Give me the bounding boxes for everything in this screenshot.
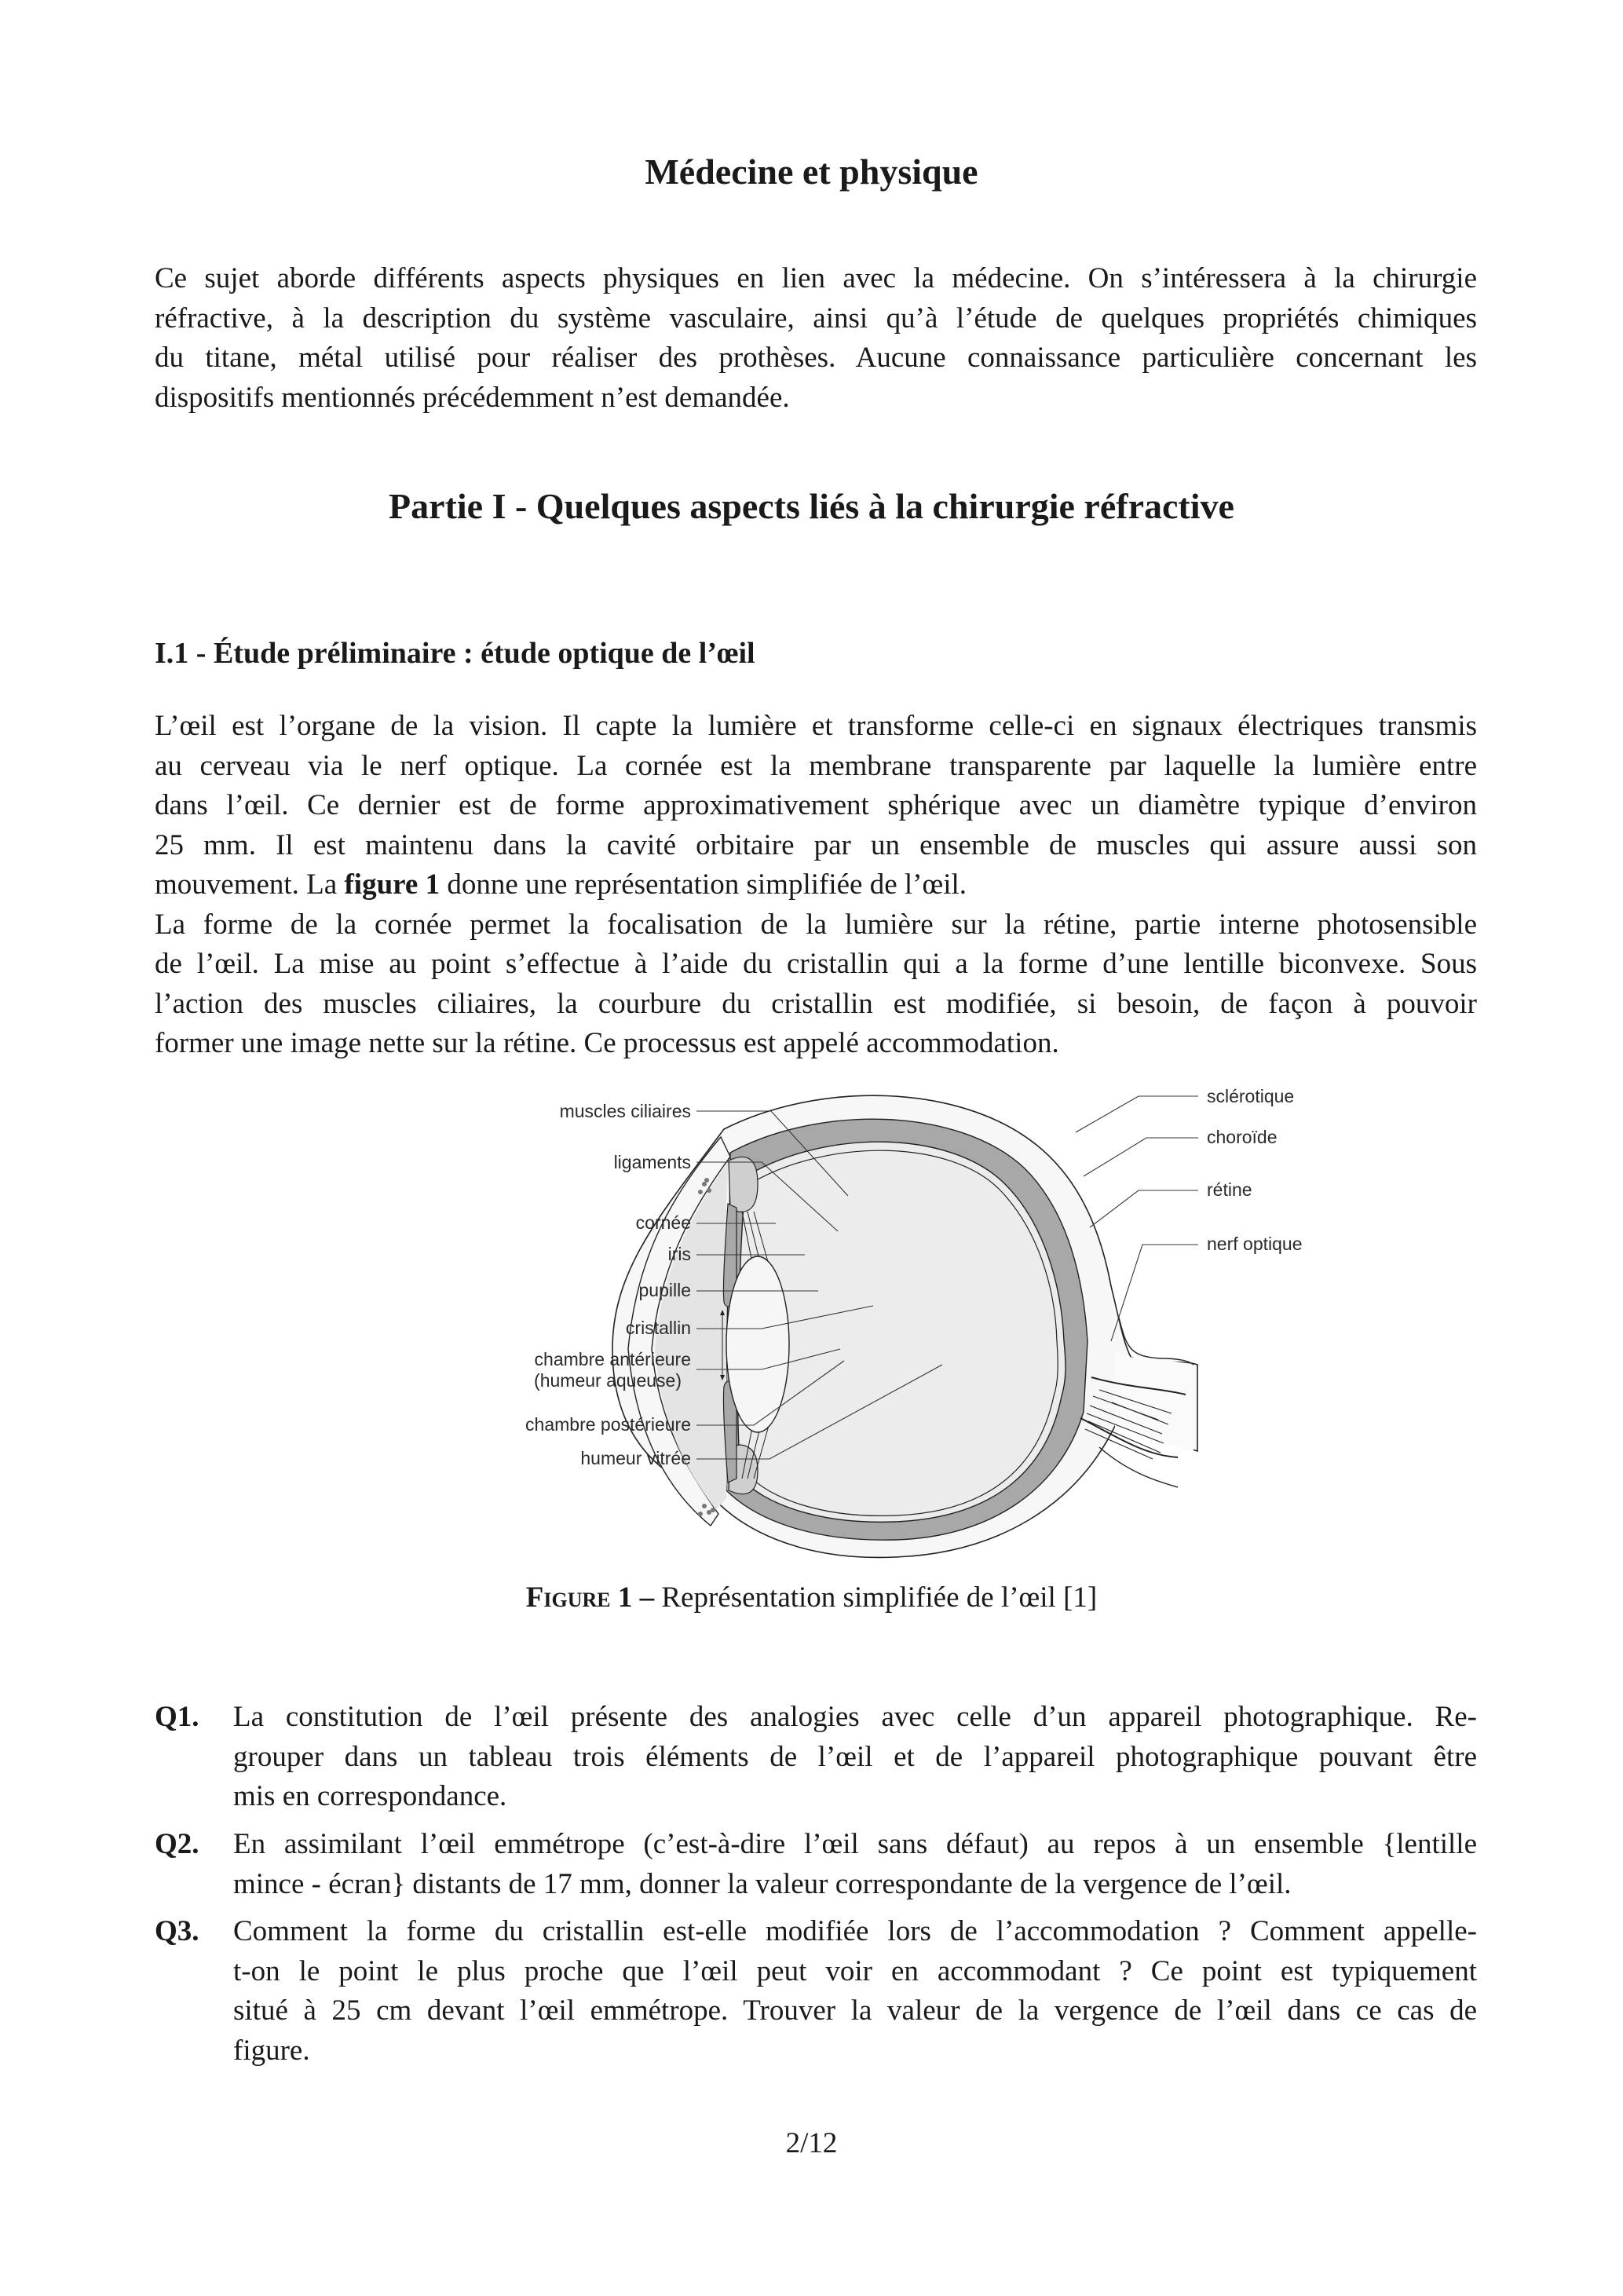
section-line: 25 mm. Il est maintenu dans la cavité orbitaire par un ensemble de muscles qui assure aussi son (155, 828, 1477, 861)
label-cornee: cornée (635, 1212, 691, 1233)
question-line: Comment la forme du cristallin est-elle modifiée lors de l’accommodation ? Comment appelle- (233, 1915, 1477, 1947)
label-retine: rétine (1207, 1179, 1252, 1200)
optic-nerve-sheath (1115, 1349, 1193, 1451)
label-humeur-aqueuse: (humeur aqueuse) (534, 1370, 682, 1391)
label-iris: iris (667, 1244, 691, 1264)
question-line: La constitution de l’œil présente des analogies avec celle d’un appareil photographique. Re- (233, 1701, 1477, 1733)
section-line: au cerveau via le nerf optique. La cornée est la membrane transparente par laquelle la lumière entre (155, 749, 1477, 782)
question-line: grouper dans un tableau trois éléments de l’œil et de l’appareil photographique pouvant être (233, 1740, 1477, 1773)
eye-figure (408, 1082, 1303, 1585)
question-line: figure. (233, 2034, 310, 2067)
question-number: Q2. (155, 1828, 199, 1860)
caption-text: Représentation simplifiée de l’œil [1] (661, 1581, 1098, 1614)
intro-line: Ce sujet aborde différents aspects physiques en lien avec la médecine. On s’intéressera à la chirurgie (155, 262, 1477, 294)
question-line: t-on le point le plus proche que l’œil peut voir en accommodant ? Ce point est typiquement (233, 1954, 1477, 1987)
question-number: Q3. (155, 1915, 199, 1947)
lens-shape (726, 1256, 789, 1432)
section-title: I.1 - Étude préliminaire : étude optique de l’œil (155, 637, 755, 670)
question-line: situé à 25 cm devant l’œil emmétrope. Trouver la valeur de la vergence de l’œil dans ce cas de (233, 1994, 1477, 2027)
eye-diagram (408, 1082, 1272, 1585)
label-muscles-ciliaires: muscles ciliaires (559, 1101, 691, 1121)
section-line: L’œil est l’organe de la vision. Il capte la lumière et transforme celle-ci en signaux électriques transmis (155, 710, 1477, 742)
text-run: donne une représentation simplifiée de l’œil. (440, 868, 967, 901)
section-line: former une image nette sur la rétine. Ce processus est appelé accommodation. (155, 1027, 1059, 1059)
section-line (155, 865, 1477, 905)
section-line: de l’œil. La mise au point s’effectue à l’aide du cristallin qui a la forme d’une lentille biconvexe. Sous (155, 948, 1477, 980)
section-paragraph (155, 707, 1477, 1064)
section-line: dans l’œil. Ce dernier est de forme approximativement sphérique avec un diamètre typique d’environ (155, 789, 1477, 821)
page-number: 2/12 (785, 2127, 838, 2159)
question-line: mince - écran} distants de 17 mm, donner la valeur correspondante de la vergence de l’œil. (233, 1867, 1292, 1900)
question-number: Q1. (155, 1701, 199, 1733)
ciliary-muscle-upper (729, 1157, 758, 1212)
label-pupille: pupille (638, 1280, 691, 1300)
question-body (233, 1825, 1477, 1904)
intro-line: du titane, métal utilisé pour réaliser des prothèses. Aucune connaissance particulière concernant les (155, 342, 1477, 374)
document-title: Médecine et physique (645, 152, 978, 192)
section-line: La forme de la cornée permet la focalisation de la lumière sur la rétine, partie interne photosensible (155, 908, 1477, 941)
label-sclerotique: sclérotique (1207, 1086, 1295, 1106)
intro-paragraph (155, 259, 1477, 418)
label-chambre-anterieure: chambre antérieure (534, 1349, 691, 1369)
label-humeur-vitree: humeur vitrée (580, 1448, 691, 1468)
part-title: Partie I - Quelques aspects liés à la chirurgie réfractive (389, 486, 1234, 526)
label-nerf-optique: nerf optique (1207, 1234, 1303, 1254)
question-body (233, 1698, 1477, 1817)
figure-reference: figure 1 (344, 868, 440, 901)
figure-caption (0, 1581, 1623, 1614)
label-choroide: choroïde (1207, 1127, 1278, 1147)
label-chambre-posterieure: chambre postérieure (525, 1414, 691, 1435)
question-line: mis en correspondance. (233, 1780, 507, 1812)
intro-line: réfractive, à la description du système vasculaire, ainsi qu’à l’étude de quelques propriétés chimiques (155, 302, 1477, 335)
question-body (233, 1912, 1477, 2071)
label-cristallin: cristallin (625, 1318, 691, 1338)
question-line: En assimilant l’œil emmétrope (c’est-à-dire l’œil sans défaut) au repos à un ensemble {lentille (233, 1828, 1477, 1860)
optic-nerve-lower (1099, 1447, 1178, 1487)
text-run: mouvement. La (155, 868, 345, 901)
label-ligaments: ligaments (613, 1152, 691, 1172)
intro-line: dispositifs mentionnés précédemment n’est demandée. (155, 381, 790, 414)
caption-prefix: Figure 1 – (525, 1581, 655, 1614)
section-line: l’action des muscles ciliaires, la courbure du cristallin est modifiée, si besoin, de façon à pouvoir (155, 987, 1477, 1020)
